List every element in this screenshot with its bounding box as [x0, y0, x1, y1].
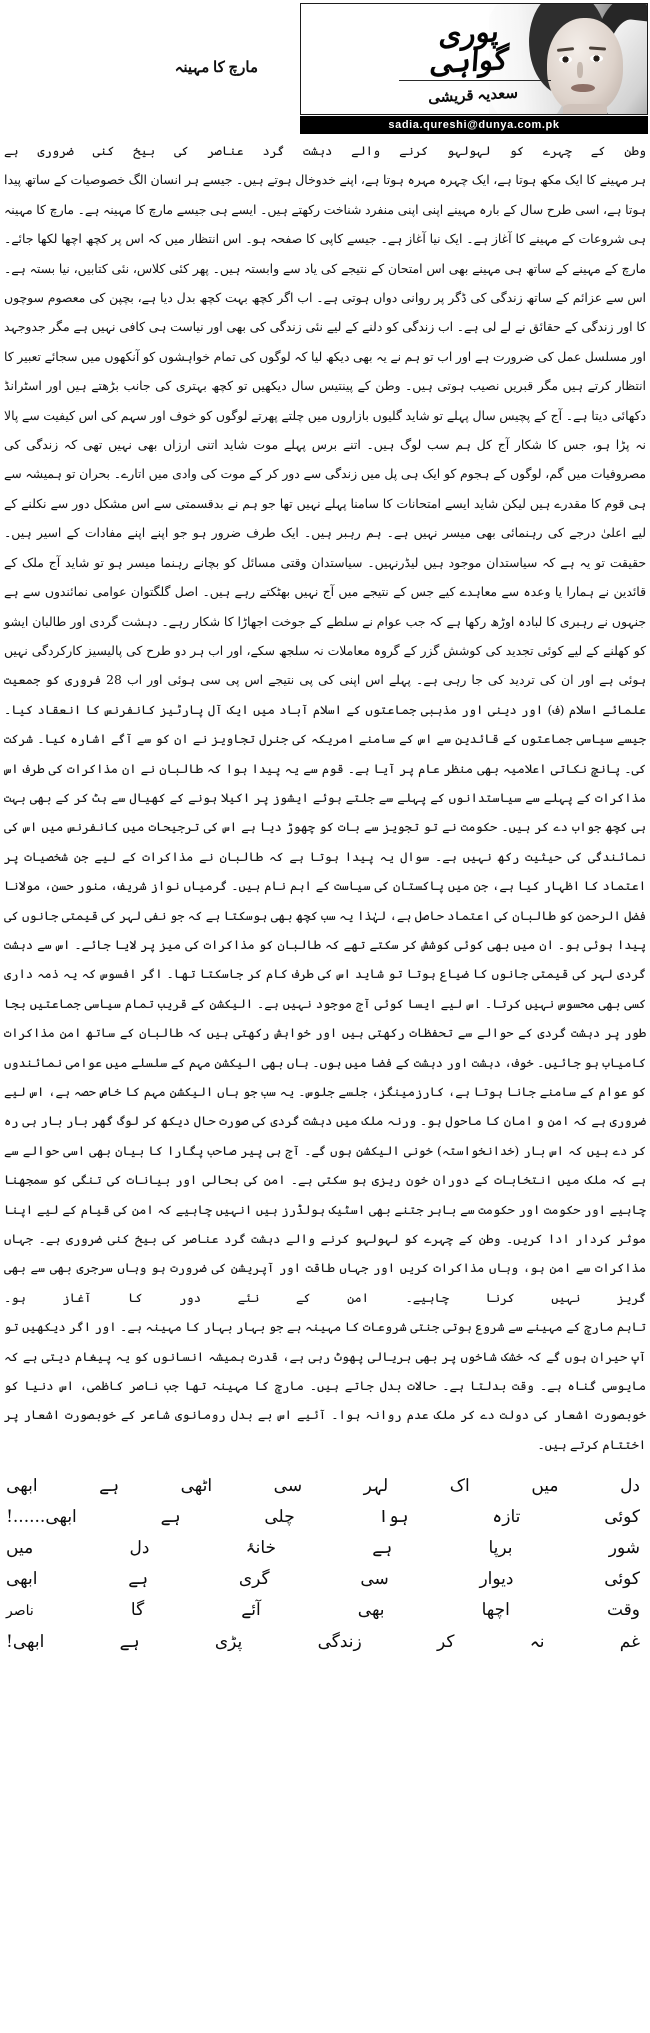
poetry-word: میں [6, 1538, 34, 1559]
poetry-word: کوئی [604, 1507, 640, 1528]
poetry-word: غم [619, 1632, 640, 1653]
poetry-word: دل [620, 1476, 640, 1497]
poetry-line [6, 1627, 640, 1658]
poetry-word: آئے [241, 1600, 261, 1621]
poetry-word: گا [130, 1600, 145, 1621]
poetry-word: ہے [372, 1538, 393, 1559]
portrait-lips [571, 84, 595, 92]
poetry-line [6, 1564, 640, 1595]
poetry-word: کر [437, 1632, 455, 1653]
poetry-line [6, 1595, 640, 1627]
poetry-word: میں [531, 1476, 559, 1497]
poetry-word: برپا [488, 1538, 513, 1559]
poetry-word: ہوا [378, 1507, 409, 1528]
poetry-word: سی [360, 1569, 389, 1590]
portrait-face [547, 18, 623, 114]
portrait-neck [563, 104, 607, 115]
poetry-line [6, 1502, 640, 1533]
poetry-word: لہر [363, 1476, 389, 1497]
article-paragraph: تاہم مارچ کے مہینے سے شروع ہوتی جنتی شروعات کا مہینہ ہے جو بہار بہار کا مہینہ ہے۔ اور اگر دیکھیں تو آپ حیران ہوں گے کہ خشک شاخوں پر بھی ہریالی پھوٹ رہی ہے، قدرت ہمیشہ انسانوں کو یہ پیغام دیتی ہے کہ مایوسی گناہ ہے۔ وقت بدلتا ہے۔ حالات بدل جاتے ہیں۔ مارچ کا مہینہ تھا جب ناصر کاظمی، اس دنیا کو خوبصورت اشعار کی دولت دے کر ملک عدم روانہ ہوا۔ آئیے اس بے بدل رومانوی شاعر کے خوبصورت اشعار پر اختتام کرتے ہیں۔ [4, 1319, 646, 1452]
poetry-word: شور [608, 1538, 640, 1559]
poetry-word: وقت [606, 1600, 640, 1621]
column-masthead [0, 0, 650, 136]
poetry-word: ابھی......! [6, 1507, 77, 1528]
poetry-word: ہے [119, 1632, 140, 1653]
portrait-eye-right [590, 55, 603, 62]
poetry-word: ابھی! [6, 1632, 45, 1653]
poetry-line [6, 1533, 640, 1564]
poetry-word: کوئی [604, 1569, 640, 1590]
logo-divider [399, 80, 551, 81]
poetry-word: تازہ [492, 1507, 521, 1528]
poetry-word: اچھا [481, 1600, 510, 1621]
article-paragraph: ہر مہینے کا ایک مکھ ہوتا ہے، ایک چہرہ مہرہ ہوتا ہے، اپنے خدوخال ہوتے ہیں۔ جیسے ہر انسان الگ خصوصیات کے ساتھ پیدا ہوتا ہے، اسی طرح سال کے بارہ مہینے اپنی اپنی منفرد شناخت رکھتے ہیں۔ ایسے ہی جیسے مارچ کا مہینہ ہے۔ مارچ کا مہینہ ہی شروعات کے مہینے کا آغاز ہے۔ ایک نیا آغاز ہے۔ جیسے کاپی کا صفحہ ہو۔ اس انتظار میں کہ اس پر کچھ اچھا لکھا جائے۔ مارچ کے مہینے کے ساتھ ہی مہینے بھی اس امتحان کے نتیجے کی یاد سے وابستہ ہیں۔ پھر کئی کلاس، نئی کتابیں، نیا بستہ ہے۔ اس سے عزائم کے ساتھ زندگی کی ڈگر پر روانی دواں ہوتی ہے۔ اب اگر کچھ بہت کچھ بدل دیا ہے، بچپن کی معصوم سوچوں کا اور زندگی کے حقائق نے لے لی ہے۔ اب زندگی کو دلنے کے لیے نئی زندگی کی بھی اور نیاست ہی کافی نہیں ہے مگر جدوجہد اور مسلسل عمل کی ضرورت ہے اور اب تو ہم نے یہ بھی دیکھ لیا کہ لوگوں کی تمام خواہشوں کو آنکھوں میں سجائے تعبیر کا انتظار کرتے ہیں مگر قبریں نصیب ہوتی ہیں۔ وطن کے پینتیس سال دیکھیں تو کچھ بہتری کی جانب بڑھتے ہیں اور اسٹرانڈ دکھائی دیتا ہے۔ آج کے پچیس سال پہلے تو شاید گلیوں بازاروں میں چلتے پھرتے لوگوں کو خوف اور سہم کی اس کیفیت سے پالا نہ پڑا ہو، جس کا شکار آج کل ہم سب لوگ ہیں۔ اتنے برس پہلے موت شاید اتنی ارزاں بھی نہیں تھی کہ زندگی کی مصروفیات میں گم، لوگوں کے ہجوم کو ایک ہی پل میں زندگی سے دور کر کے موت کی وادی میں اتارے۔ بحران تو ہمیشہ سے ہی قوم کا مقدرے ہیں لیکن شاید ایسے امتحانات کا سامنا پہلے نہیں تھا جو ہم نے بدقسمتی سے اس مشکل دور سے نکلنے کے لیے اعلیٰ درجے کی رہنمائی بھی میسر نہیں ہے۔ ہم رہبر ہیں۔ ایک طرف ضرور ہو جو اپنے اپنے مفادات کے اسیر ہیں۔ حقیقت تو یہ ہے کہ سیاستدان موجود ہیں لیڈرنہیں۔ سیاستدان وقتی مسائل کو بچانے رہنما میسر ہو تو شاید آج ملک کے قائدین نے ہمارا یا وعدہ سے معاہدے کیے جس کے نتیجے میں آج نہیں بھٹکتے رہے ہیں۔ اصل گلگتوان عوامی نمائندوں سے ہے جنہوں نے رہبری کا لبادہ اوڑھ رکھا ہے کہ جب عوام نے سلطے کے جوخت اجھاڑا کا شکار رہے۔ دہشت گردی اور طالبان ایشو کو کھلنے کے لیے کوئی تجدید کی کوشش گزر کے گروہ معاملات نہ سلجھ سکے، اور اب ہر دو طرح کی پالیسیز کارکردگی نہیں ہوئی ہے اور ان کی تردید کی جا رہی ہے۔ پہلے اس اپنی کی پی نتیجے اس پی سی ہوئی اور اب 28 فروری کو جمعیت علمائے اسلام (ف) اور دینی اور مذہبی جماعتوں کے اسلام آباد میں ایک آل پارٹیز کانفرنس کا انعقاد کیا۔ جیسے سیاسی جماعتوں کے قائدین سے اس کے سامنے امریکہ کی جنرل تجاویز نے ان کو سے آگے اشارہ کیا۔ شرکت کی۔ پانچ نکاتی اعلامیہ بھی منظر عام پر آیا ہے۔ قوم سے یہ پیدا ہوا کہ طالبان نے ان مذاکرات کی طرف اس مذاکرات کے پہلے سے سیاستدانوں کے پہلے سے جلتے ہوئے ایشوز پر اکیلا ہونے کے کھیال سے ہٹ کر کے بھی بہت ہی کچھ جواب دے کر ہیں۔ حکومت نے تو تجویز سے بات کو چھوڑ دیا ہے اس کی ترجیحات میں کانفرنس میں اس کی نمائندگی کی حیثیت رکھ نہیں ہے۔ سوال یہ پیدا ہوتا ہے کہ طالبان نے مذاکرات کے لیے جن شخصیات پر اعتماد کا اظہار کیا ہے، جن میں پاکستان کی سیاست کے اہم نام ہیں۔ گرمیاں نواز شریف، منور حسن، مولانا فضل الرحمن کو طالبان کی اعتماد حاصل ہے، لہٰذا یہ سب کچھ بھی ہوسکتا ہے کہ جو نفی لہر کی قیمتی جانوں کی پیدا ہوئی ہو۔ ان میں بھی کوئی کوشش کر سکتے تھے کہ طالبان کو مذاکرات کی میز پر لایا جائے۔ اس سے دہشت گردی لہر کی قیمتی جانوں کا ضیاع ہوتا تو شاید اس کی طرف کام کر جاسکتا تھا۔ اگر افسوس کہ یہ ذمہ داری کسی بھی محسوس نہیں کرتا۔ اس لیے ایسا کوئی آج موجود نہیں ہے۔ الیکشن کے قریب تمام سیاسی جماعتیں بجا طور پر دہشت گردی کے حوالے سے تحفظات رکھتی ہیں اور خواہش رکھتی ہیں کہ طالبان کے ساتھ امن مذاکرات کامیاب ہو جائیں۔ خوف، دہشت اور دہشت کے فضا میں ہوں۔ ہاں بھی الیکشن مہم کے سلسلے میں عوامی نمائندوں کو عوام کے سامنے جانا ہوتا ہے، کارزمینگز، جلسے جلوس۔ یہ سب جو ہاں الیکشن مہم کا خاص حصہ ہے، اس لیے ضروری ہے کہ امن و امان کا ماحول ہو۔ ورنہ ملک میں دہشت گردی کی صورت حال دیکھ کر لوگ گھر بار بار ہی رہ کر دے ہیں کہ اس بار (خدانخواستہ) خونی الیکشن ہوں گے۔ آج ہی پیر صاحب پگارا کا بیان بھی اسی حوالے سے ہے کہ ملک میں انتخابات کے دوران خون ریزی ہو سکتی ہے۔ امن کی بحالی اور بیانات کی تنگی کو سمجھنا چاہیے اور حکومت اور حکومت سے باہر جتنے بھی اسٹیک ہولڈرز ہیں انہیں چاہیے کہ امن کی قیام کے لیے اپنا موثر کردار ادا کریں۔ وطن کے چہرے کو لہولہو کرنے والے دہشت گرد عناصر کی بیخ کنی ضروری ہے۔ جہاں مذاکرات سے امن ہو، وہاں مذاکرات کریں اور جہاں طاقت اور آپریشن کی ضرورت ہو وہاں سرجری بھی سے بھی گریز نہیں کرنا چاہیے۔ امن کے نئے دور کا آغاز ہو۔ [4, 172, 647, 1305]
poetry-word: ہے [160, 1507, 181, 1528]
page-title: مارچ کا مہینہ [174, 60, 258, 76]
portrait-eye-left [559, 56, 572, 63]
poetry-word: ہے [99, 1476, 120, 1497]
author-name: سعدیہ قریشی [427, 85, 519, 107]
poetry-word: گری [238, 1569, 270, 1590]
poetry-word: ہے [128, 1569, 149, 1590]
poetry-word: چلی [264, 1507, 295, 1528]
article-standfirst: وطن کے چہرے کو لہولہو کرنے والے دہشت گرد عناصر کی بیخ کنی ضروری ہے [4, 143, 646, 158]
poetry-word: ناصر [6, 1603, 34, 1620]
poetry-word: پڑی [214, 1632, 243, 1653]
poetry-word: دل [129, 1538, 150, 1559]
article-body [0, 136, 650, 1459]
poetry-word: سی [273, 1476, 303, 1497]
poetry-word: بھی [357, 1600, 385, 1621]
column-logo-frame [300, 3, 648, 115]
poetry-word: ابھی [6, 1476, 38, 1497]
poetry-word: نہ [529, 1632, 545, 1653]
poetry-word: اٹھی [180, 1476, 213, 1497]
column-logo-block [300, 3, 648, 134]
poetry-line [6, 1471, 640, 1502]
poetry-word: دیوار [479, 1569, 514, 1590]
column-logo-word-1: پوری [438, 13, 500, 53]
author-email[interactable]: sadia.qureshi@dunya.com.pk [300, 116, 648, 134]
poetry-word: ابھی [6, 1569, 38, 1590]
poetry-word: خانۂ [245, 1538, 277, 1559]
portrait-nose [577, 62, 583, 78]
column-logo-word-2: گواہی [428, 41, 510, 80]
closing-poetry [0, 1471, 650, 1658]
column-logo-wordmark [409, 13, 529, 80]
poetry-word: اک [449, 1476, 470, 1497]
poetry-word: زندگی [317, 1632, 362, 1653]
